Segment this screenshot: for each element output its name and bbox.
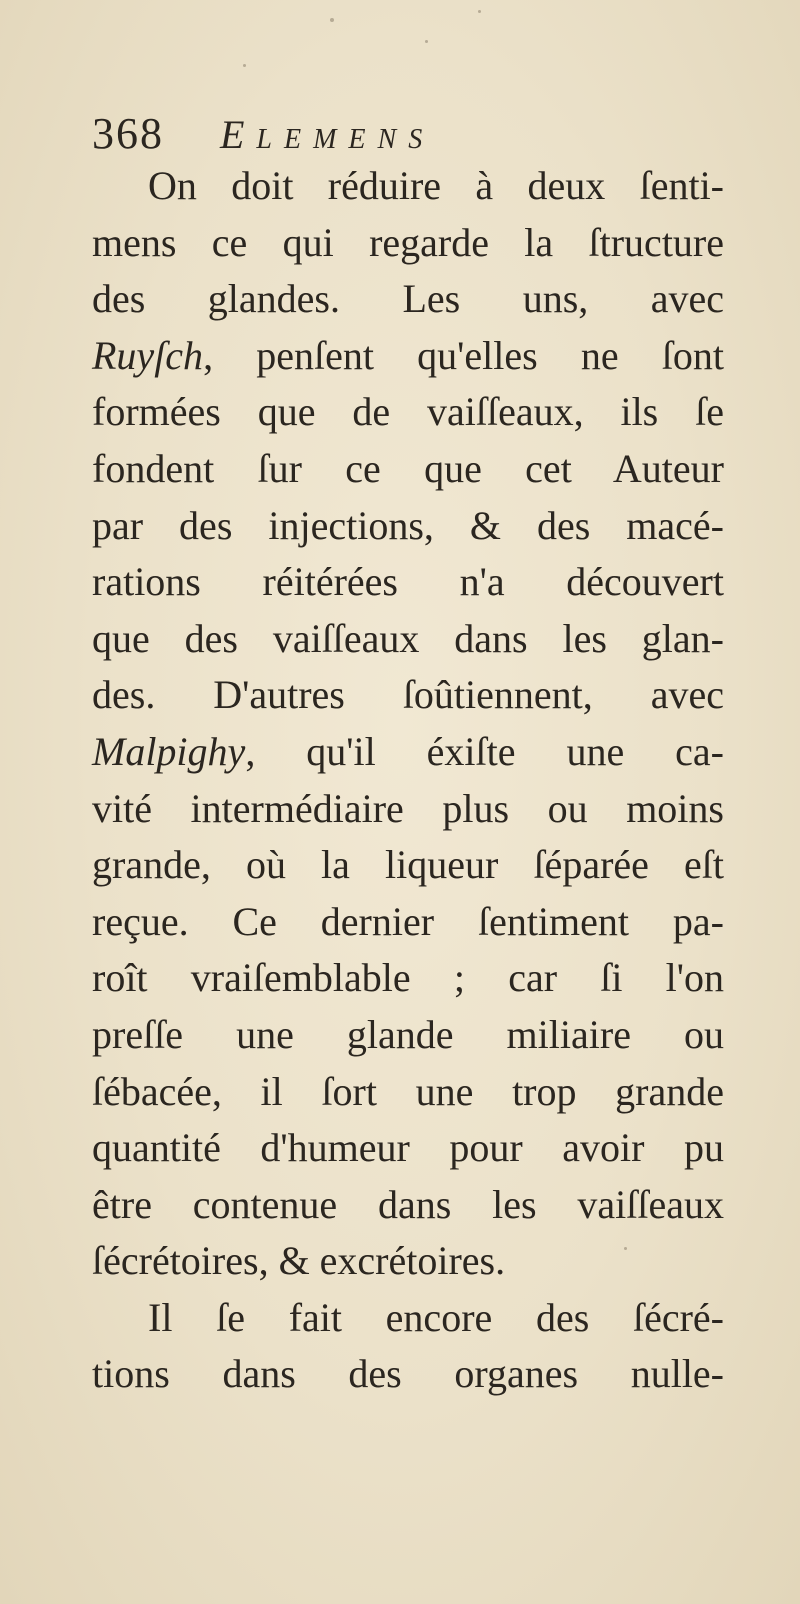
text-line: mens ce qui regarde la ſtructure bbox=[92, 219, 724, 265]
text-line: Il ſe fait encore des ſécré- bbox=[148, 1294, 724, 1340]
text-line: tions dans des organes nulle- bbox=[92, 1351, 724, 1397]
author-name: Ruyſch bbox=[92, 332, 204, 378]
paper-speck bbox=[478, 10, 481, 13]
text-line: ſécrétoires, & excrétoires. bbox=[92, 1238, 506, 1284]
text-line: reçue. Ce dernier ſentiment pa- bbox=[92, 898, 724, 944]
text-line: des. D'autres ſoûtiennent, avec bbox=[92, 672, 724, 718]
body-text bbox=[92, 158, 724, 1403]
text-line: que des vaiſſeaux dans les glan- bbox=[92, 615, 724, 661]
paper-speck bbox=[425, 40, 428, 43]
text-line: preſſe une glande miliaire ou bbox=[92, 1011, 724, 1057]
text-line: ſébacée, il ſort une trop grande bbox=[92, 1068, 724, 1114]
text-line: grande, où la liqueur ſéparée eſt bbox=[92, 842, 724, 888]
text-line: être contenue dans les vaiſſeaux bbox=[92, 1181, 724, 1227]
paper-speck bbox=[243, 64, 246, 67]
paper-speck bbox=[330, 18, 334, 22]
text-line: rations réitérées n'a découvert bbox=[92, 559, 724, 605]
text-line: On doit réduire à deux ſenti- bbox=[148, 163, 724, 208]
paragraph bbox=[92, 1290, 724, 1403]
text-line: vité intermédiaire plus ou moins bbox=[92, 785, 724, 831]
page-number: 368 bbox=[92, 109, 164, 158]
running-title: Elemens bbox=[220, 112, 435, 157]
text-line: fondent ſur ce que cet Auteur bbox=[92, 445, 724, 491]
paragraph bbox=[92, 158, 724, 1290]
author-name: Malpighy bbox=[92, 728, 246, 774]
text-line: Malpighy, qu'il éxiſte une ca- bbox=[92, 728, 724, 774]
page-header bbox=[92, 108, 434, 158]
text-line: Ruyſch, penſent qu'elles ne ſont bbox=[92, 332, 724, 378]
text-line: formées que de vaiſſeaux, ils ſe bbox=[92, 389, 724, 435]
text-line: roît vraiſemblable ; car ſi l'on bbox=[92, 955, 724, 1001]
text-line: quantité d'humeur pour avoir pu bbox=[92, 1125, 724, 1171]
text-line: des glandes. Les uns, avec bbox=[92, 276, 724, 322]
text-line: par des injections, & des macé- bbox=[92, 502, 724, 548]
